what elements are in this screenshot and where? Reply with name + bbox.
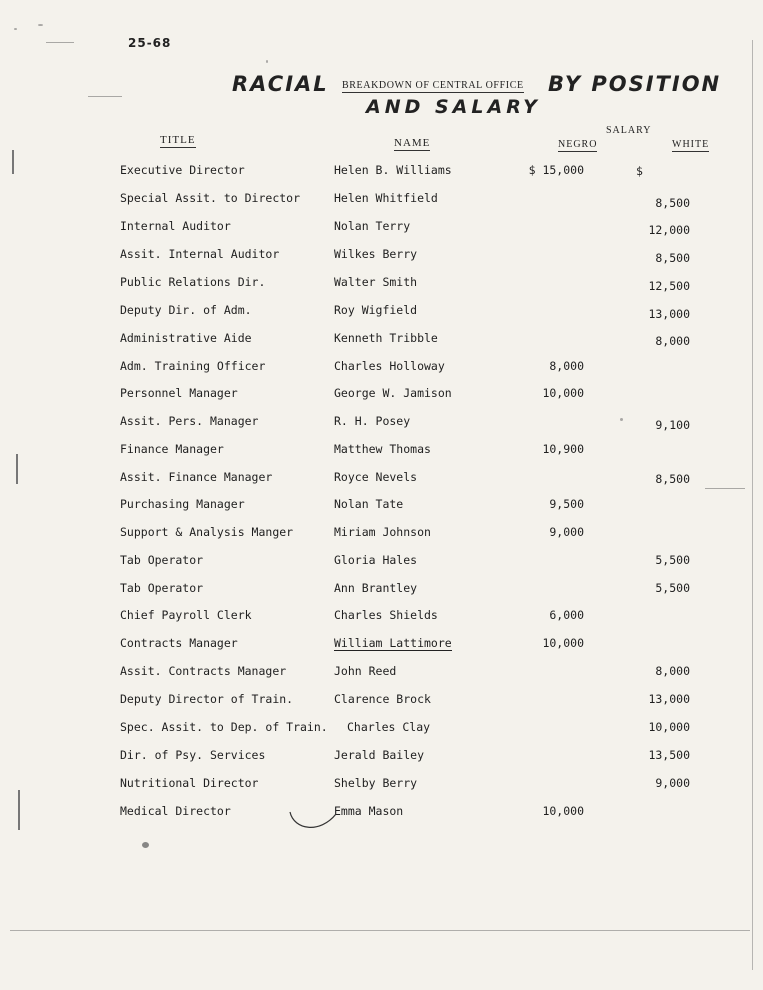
white-salary: 13,000 — [648, 307, 690, 321]
position-title: Adm. Training Officer — [120, 359, 266, 373]
table-row — [0, 804, 763, 824]
negro-salary: 9,500 — [549, 497, 584, 511]
white-salary: 8,500 — [655, 251, 690, 265]
handwritten-title-racial: RACIAL — [232, 72, 329, 96]
negro-salary: 10,000 — [542, 386, 584, 400]
table-row — [0, 497, 763, 517]
negro-salary: $ 15,000 — [528, 163, 584, 177]
column-header-negro: NEGRO — [558, 139, 598, 150]
employee-name: John Reed — [334, 664, 397, 678]
position-title: Spec. Assit. to Dep. of Train. — [120, 720, 328, 734]
employee-name: Royce Nevels — [334, 470, 418, 484]
employee-name: Ann Brantley — [334, 581, 418, 595]
column-header-title: TITLE — [160, 134, 196, 146]
position-title: Nutritional Director — [120, 776, 259, 790]
table-row — [0, 636, 763, 656]
table-row — [0, 275, 763, 295]
employee-name: George W. Jamison — [334, 386, 452, 400]
employee-name: William Lattimore — [334, 636, 452, 650]
position-title: Assit. Contracts Manager — [120, 664, 287, 678]
employee-name: Kenneth Tribble — [334, 331, 438, 345]
white-salary: 8,500 — [655, 196, 690, 210]
employee-name: Matthew Thomas — [334, 442, 431, 456]
position-title: Deputy Director of Train. — [120, 692, 294, 706]
table-row — [0, 776, 763, 796]
table-row — [0, 553, 763, 573]
employee-name: Helen Whitfield — [334, 191, 438, 205]
page-number: 25-68 — [128, 36, 172, 50]
table-row — [0, 219, 763, 239]
employee-name: Nolan Terry — [334, 219, 411, 233]
negro-salary: 10,000 — [542, 804, 584, 818]
employee-name: R. H. Posey — [334, 414, 411, 428]
table-row — [0, 442, 763, 462]
bottom-edge-line — [10, 930, 750, 931]
negro-salary: 10,900 — [542, 442, 584, 456]
white-salary: 13,500 — [648, 748, 690, 762]
table-row — [0, 359, 763, 379]
white-salary: 12,500 — [648, 279, 690, 293]
position-title: Administrative Aide — [120, 331, 252, 345]
employee-name: Charles Shields — [334, 608, 438, 622]
employee-name: Charles Holloway — [334, 359, 445, 373]
white-salary: 12,000 — [648, 223, 690, 237]
employee-name: Charles Clay — [347, 720, 431, 734]
employee-name: Emma Mason — [334, 804, 404, 818]
employee-name: Wilkes Berry — [334, 247, 418, 261]
employee-name: Nolan Tate — [334, 497, 404, 511]
position-title: Contracts Manager — [120, 636, 238, 650]
position-title: Finance Manager — [120, 442, 224, 456]
table-row — [0, 748, 763, 768]
negro-salary: 9,000 — [549, 525, 584, 539]
position-title: Public Relations Dir. — [120, 275, 266, 289]
scan-speck — [38, 24, 43, 26]
scan-speck — [266, 60, 268, 63]
position-title: Deputy Dir. of Adm. — [120, 303, 252, 317]
handwritten-title-by-position: BY POSITION — [548, 72, 722, 96]
position-title: Tab Operator — [120, 581, 204, 595]
white-salary: 9,000 — [655, 776, 690, 790]
employee-name: Walter Smith — [334, 275, 418, 289]
table-row — [0, 664, 763, 684]
white-salary: 10,000 — [648, 720, 690, 734]
table-row — [0, 581, 763, 601]
position-title: Assit. Internal Auditor — [120, 247, 280, 261]
table-row — [0, 331, 763, 351]
printed-title: BREAKDOWN OF CENTRAL OFFICE — [342, 80, 524, 91]
table-row — [0, 414, 763, 434]
pen-mark-curve — [280, 790, 360, 840]
employee-name: Shelby Berry — [334, 776, 418, 790]
table-row — [0, 525, 763, 545]
employee-name: Roy Wigfield — [334, 303, 418, 317]
column-header-white: WHITE — [672, 139, 710, 150]
white-salary: 5,500 — [655, 553, 690, 567]
employee-name: Jerald Bailey — [334, 748, 425, 762]
negro-salary: 10,000 — [542, 636, 584, 650]
white-salary: 8,500 — [655, 472, 690, 486]
position-title: Personnel Manager — [120, 386, 238, 400]
employee-name: Miriam Johnson — [334, 525, 431, 539]
scan-speck — [14, 28, 17, 30]
table-row — [0, 692, 763, 712]
column-header-salary: SALARY — [606, 125, 652, 136]
table-row — [0, 247, 763, 267]
position-title: Executive Director — [120, 163, 245, 177]
position-title: Special Assit. to Director — [120, 191, 301, 205]
negro-salary: 6,000 — [549, 608, 584, 622]
position-title: Assit. Finance Manager — [120, 470, 273, 484]
table-row — [0, 303, 763, 323]
position-title: Medical Director — [120, 804, 231, 818]
column-header-name: NAME — [394, 137, 431, 149]
table-row — [0, 191, 763, 211]
table-row — [0, 470, 763, 490]
position-title: Assit. Pers. Manager — [120, 414, 259, 428]
position-title: Support & Analysis Manger — [120, 525, 294, 539]
white-salary: 9,100 — [655, 418, 690, 432]
white-salary: 5,500 — [655, 581, 690, 595]
position-title: Dir. of Psy. Services — [120, 748, 266, 762]
negro-salary: 8,000 — [549, 359, 584, 373]
handwritten-title-and-salary: AND SALARY — [366, 96, 541, 118]
white-salary: 8,000 — [655, 334, 690, 348]
position-title: Tab Operator — [120, 553, 204, 567]
table-row — [0, 608, 763, 628]
white-salary: 13,000 — [648, 692, 690, 706]
table-row — [0, 720, 763, 740]
white-salary: 8,000 — [655, 664, 690, 678]
position-title: Internal Auditor — [120, 219, 231, 233]
table-row — [0, 163, 763, 183]
employee-name: Clarence Brock — [334, 692, 431, 706]
position-title: Chief Payroll Clerk — [120, 608, 252, 622]
table-row — [0, 386, 763, 406]
scan-speck — [88, 96, 122, 97]
scan-speck — [142, 842, 149, 848]
scan-speck — [46, 42, 74, 43]
white-column-dollar-sign: $ — [636, 164, 643, 178]
employee-name: Gloria Hales — [334, 553, 418, 567]
employee-name: Helen B. Williams — [334, 163, 452, 177]
position-title: Purchasing Manager — [120, 497, 245, 511]
